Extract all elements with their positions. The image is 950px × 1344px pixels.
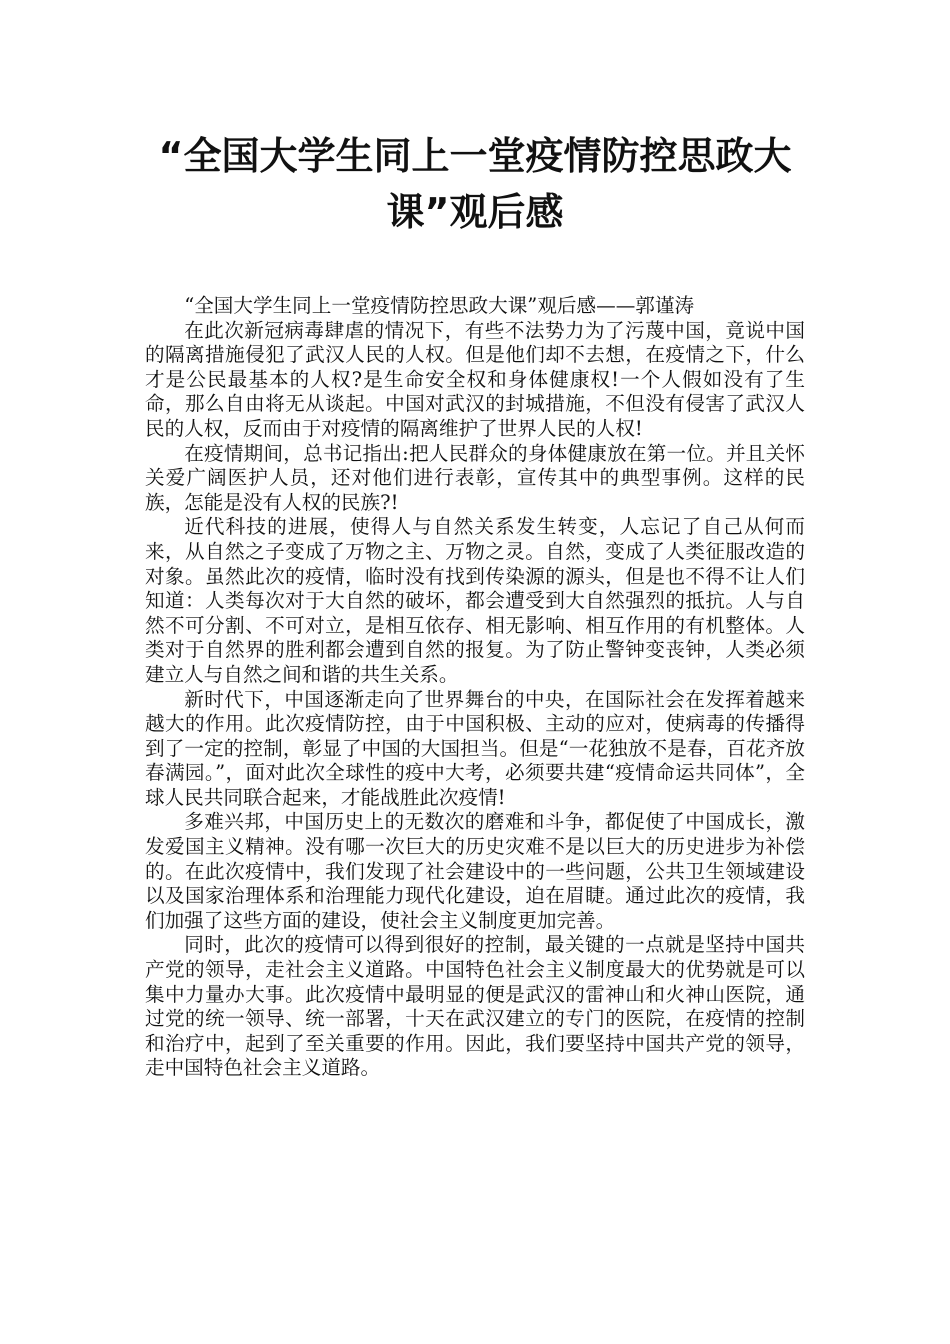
- document-title: “全国大学生同上一堂疫情防控思政大课”观后感: [158, 134, 792, 234]
- paragraph: 在此次新冠病毒肆虐的情况下，有些不法势力为了污蔑中国，竟说中国的隔离措施侵犯了武汉人民的人权。但是他们却不去想，在疫情之下，什么才是公民最基本的人权?是生命安全权和身体健康权!一个人假如没有了生命，那么自由将无从谈起。中国对武汉的封城措施，不但没有侵害了武汉人民的人权，反而由于对疫情的隔离维护了世界人民的人权!: [145, 318, 805, 440]
- document-subtitle: “全国大学生同上一堂疫情防控思政大课”观后感——郭谨涛: [184, 294, 695, 317]
- paragraph: 在疫情期间，总书记指出:把人民群众的身体健康放在第一位。并且关怀关爱广阔医护人员，还对他们进行表彰，宣传其中的典型事例。这样的民族，怎能是没有人权的民族?!: [145, 441, 805, 514]
- paragraph: 多难兴邦，中国历史上的无数次的磨难和斗争，都促使了中国成长，激发爱国主义精神。没有哪一次巨大的历史灾难不是以巨大的历史进步为补偿的。在此次疫情中，我们发现了社会建设中的一些问题，公共卫生领域建设以及国家治理体系和治理能力现代化建设，迫在眉睫。通过此次的疫情，我们加强了这些方面的建设，使社会主义制度更加完善。: [145, 810, 805, 932]
- paragraph: 近代科技的进展，使得人与自然关系发生转变，人忘记了自己从何而来，从自然之子变成了万物之主、万物之灵。自然，变成了人类征服改造的对象。虽然此次的疫情，临时没有找到传染源的源头，但是也不得不让人们知道：人类每次对于大自然的破坏，都会遭受到大自然强烈的抵抗。人与自然不可分割、不可对立，是相互依存、相无影响、相互作用的有机整体。人类对于自然界的胜利都会遭到自然的报复。为了防止警钟变丧钟，人类必须建立人与自然之间和谐的共生关系。: [145, 515, 805, 686]
- document-body: [145, 294, 805, 1081]
- paragraph: 新时代下，中国逐渐走向了世界舞台的中央，在国际社会在发挥着越来越大的作用。此次疫情防控，由于中国积极、主动的应对，使病毒的传播得到了一定的控制，彰显了中国的大国担当。但是“一花独放不是春，百花齐放春满园。”，面对此次全球性的疫中大考，必须要共建“疫情命运共同体”，全球人民共同联合起来，才能战胜此次疫情!: [145, 687, 805, 809]
- paragraph: 同时，此次的疫情可以得到很好的控制，最关键的一点就是坚持中国共产党的领导，走社会主义道路。中国特色社会主义制度最大的优势就是可以集中力量办大事。此次疫情中最明显的便是武汉的雷神山和火神山医院，通过党的统一领导、统一部署，十天在武汉建立的专门的医院，在疫情的控制和治疗中，起到了至关重要的作用。因此，我们要坚持中国共产党的领导，走中国特色社会主义道路。: [145, 933, 805, 1080]
